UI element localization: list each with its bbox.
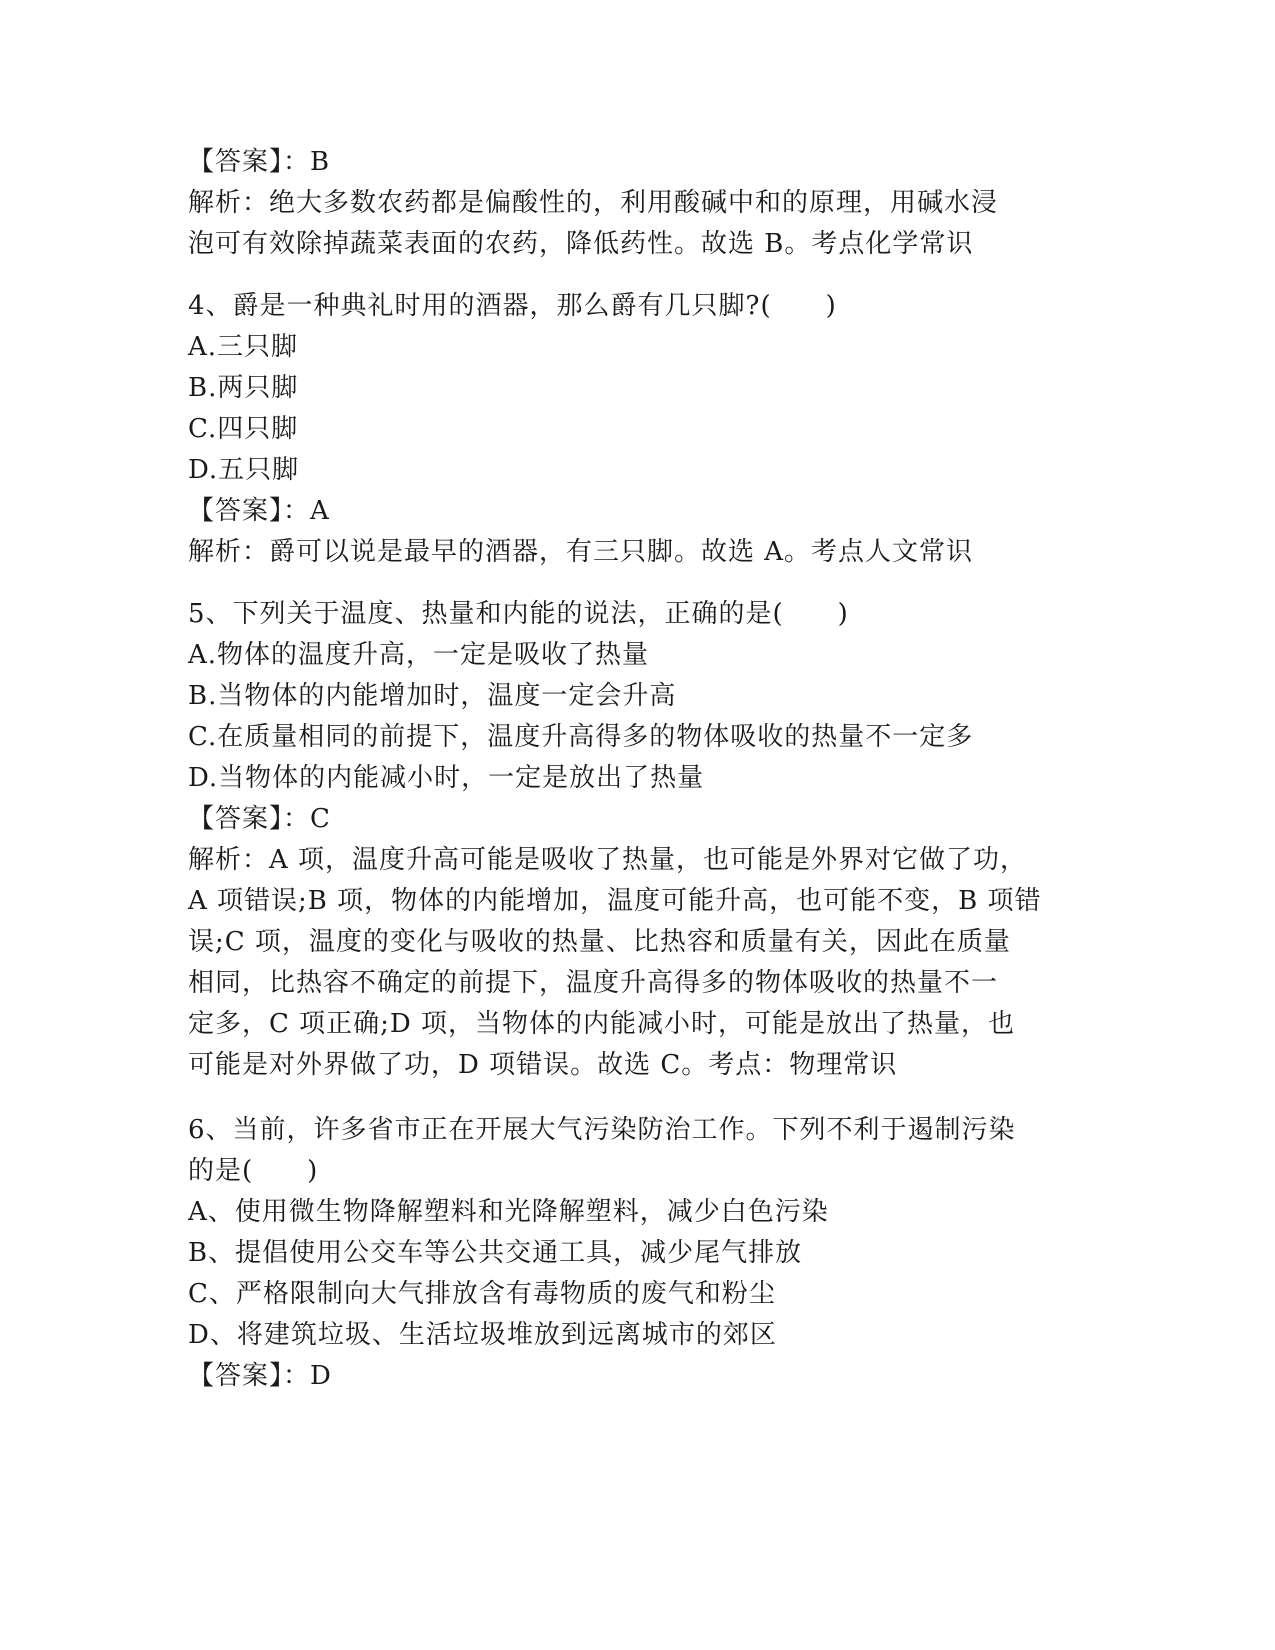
q6-option-a: A、使用微生物降解塑料和光降解塑料，减少白色污染	[188, 1197, 829, 1227]
q4-question: 4、爵是一种典礼时用的酒器，那么爵有几只脚?( )	[188, 291, 837, 321]
q5-analysis-line: 定多，C 项正确;D 项，当物体的内能减小时，可能是放出了热量，也	[188, 1009, 1016, 1039]
q6-question-line: 6、当前，许多省市正在开展大气污染防治工作。下列不利于遏制污染	[188, 1115, 1016, 1145]
q5-analysis-line: A 项错误;B 项，物体的内能增加，温度可能升高，也可能不变，B 项错	[188, 886, 1042, 916]
q6-option-d: D、将建筑垃圾、生活垃圾堆放到远离城市的郊区	[188, 1320, 777, 1350]
q6-answer: 【答案】：D	[188, 1361, 332, 1391]
q5-answer: 【答案】：C	[188, 804, 331, 834]
q5-option-c: C.在质量相同的前提下，温度升高得多的物体吸收的热量不一定多	[188, 722, 974, 752]
q5-option-d: D.当物体的内能减小时，一定是放出了热量	[188, 763, 705, 793]
q6-option-b: B、提倡使用公交车等公共交通工具，减少尾气排放	[188, 1238, 803, 1268]
q3-answer: 【答案】：B	[188, 147, 331, 177]
q3-analysis-line: 解析：绝大多数农药都是偏酸性的，利用酸碱中和的原理，用碱水浸	[188, 188, 999, 218]
q4-analysis-line: 解析：爵可以说是最早的酒器，有三只脚。故选 A。考点人文常识	[188, 537, 974, 567]
q4-option-a: A.三只脚	[188, 332, 299, 362]
q4-answer: 【答案】：A	[188, 496, 330, 526]
q4-option-c: C.四只脚	[188, 414, 299, 444]
q5-analysis-line: 可能是对外界做了功，D 项错误。故选 C。考点：物理常识	[188, 1050, 898, 1080]
q5-option-a: A.物体的温度升高，一定是吸收了热量	[188, 640, 650, 670]
q5-analysis-line: 误;C 项，温度的变化与吸收的热量、比热容和质量有关，因此在质量	[188, 927, 1011, 957]
q6-question-line: 的是( )	[188, 1156, 319, 1186]
q5-option-b: B.当物体的内能增加时，温度一定会升高	[188, 681, 677, 711]
q5-analysis-line: 解析：A 项，温度升高可能是吸收了热量，也可能是外界对它做了功，	[188, 845, 1028, 875]
q6-option-c: C、严格限制向大气排放含有毒物质的废气和粉尘	[188, 1279, 776, 1309]
q4-option-d: D.五只脚	[188, 455, 300, 485]
q5-analysis-line: 相同，比热容不确定的前提下，温度升高得多的物体吸收的热量不一	[188, 968, 999, 998]
q3-analysis-line: 泡可有效除掉蔬菜表面的农药，降低药性。故选 B。考点化学常识	[188, 229, 974, 259]
q4-option-b: B.两只脚	[188, 373, 299, 403]
q5-question: 5、下列关于温度、热量和内能的说法，正确的是( )	[188, 599, 849, 629]
